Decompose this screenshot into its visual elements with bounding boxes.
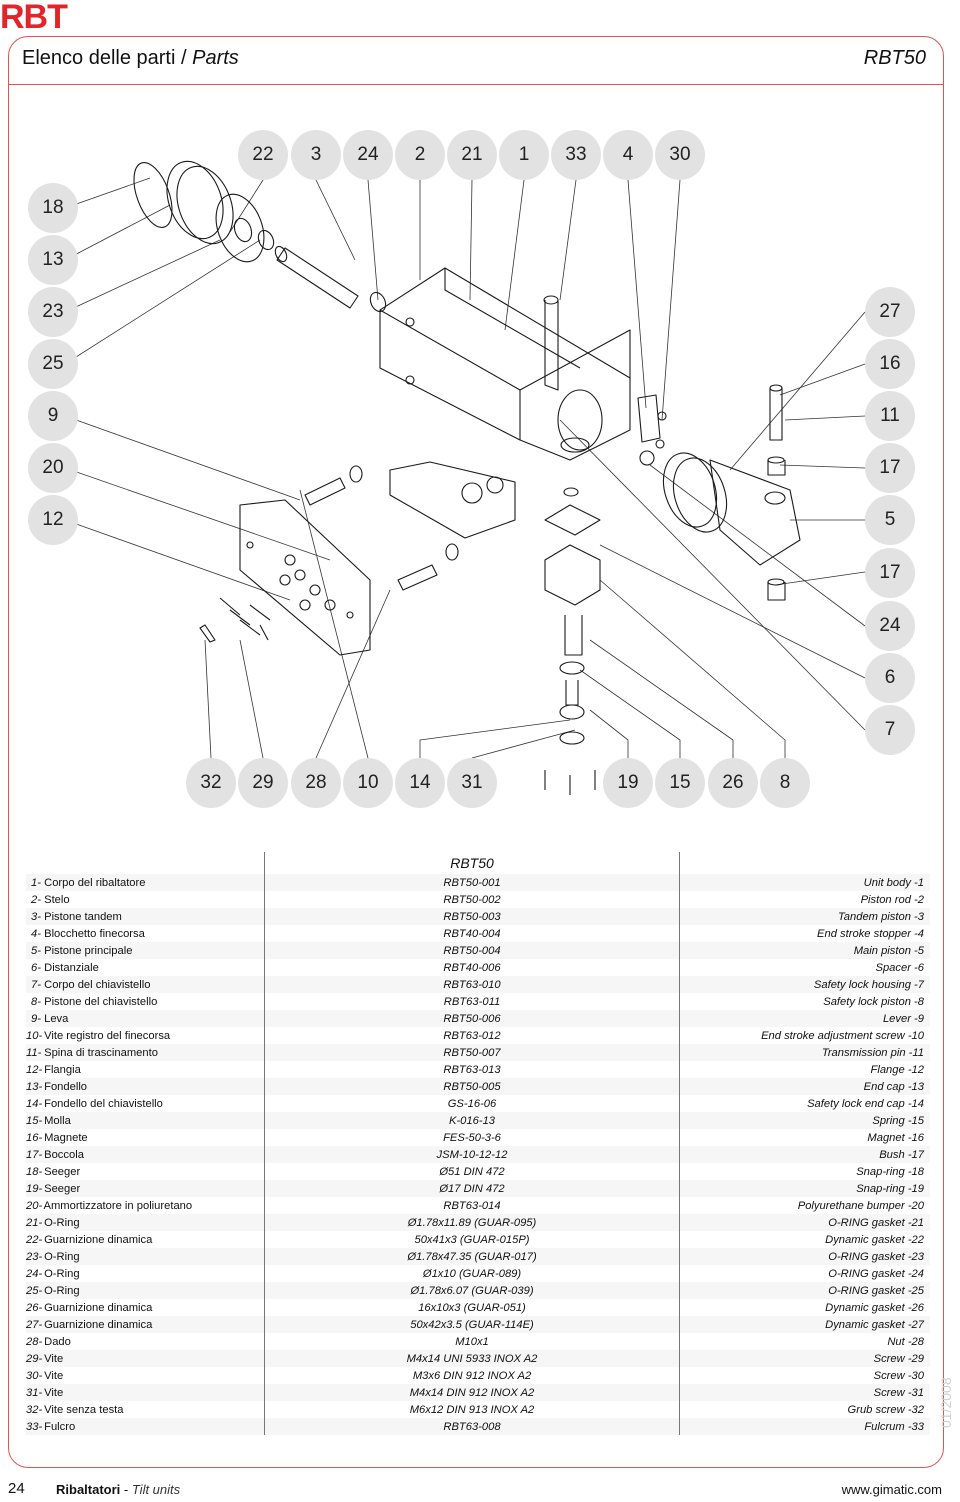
part-name-it: Guarnizione dinamica bbox=[44, 1318, 153, 1331]
part-name-italian bbox=[26, 993, 265, 1010]
part-code: RBT63-011 bbox=[265, 993, 680, 1010]
part-code: RBT50-003 bbox=[265, 908, 680, 925]
part-code: RBT50-004 bbox=[265, 942, 680, 959]
part-number: 27- bbox=[26, 1318, 43, 1331]
part-name-it: Fulcro bbox=[44, 1420, 76, 1433]
part-code: Ø1x10 (GUAR-089) bbox=[265, 1265, 680, 1282]
table-row bbox=[26, 1333, 930, 1350]
part-name-italian bbox=[26, 908, 265, 925]
part-name-italian bbox=[26, 1350, 265, 1367]
piston-rod-2 bbox=[255, 228, 388, 314]
table-row bbox=[26, 1180, 930, 1197]
part-name-english: Safety lock piston -8 bbox=[823, 995, 924, 1008]
part-name-english: Fulcrum -33 bbox=[680, 1418, 931, 1435]
callout-bubble: 12 bbox=[28, 495, 78, 545]
part-number: 15- bbox=[26, 1114, 43, 1127]
part-name-italian bbox=[26, 874, 265, 891]
callout-bubble: 3 bbox=[291, 130, 341, 180]
part-number: 16- bbox=[26, 1131, 43, 1144]
part-code: 16x10x3 (GUAR-051) bbox=[265, 1299, 680, 1316]
table-row bbox=[26, 1299, 930, 1316]
part-name-italian bbox=[26, 1214, 265, 1231]
part-number: 19- bbox=[26, 1182, 43, 1195]
footer-section bbox=[56, 1482, 180, 1497]
callout-bubble: 31 bbox=[447, 758, 497, 808]
part-name-it: Pistone del chiavistello bbox=[44, 995, 158, 1008]
edition-date: 01/2008 bbox=[938, 1377, 954, 1428]
part-code: Ø51 DIN 472 bbox=[265, 1163, 680, 1180]
part-name-it: O-Ring bbox=[44, 1216, 80, 1229]
callout-bubble: 11 bbox=[865, 391, 915, 441]
callout-bubble: 5 bbox=[865, 495, 915, 545]
table-row bbox=[26, 1078, 930, 1095]
part-code: RBT63-008 bbox=[265, 1418, 680, 1435]
part-name-english: Dynamic gasket -26 bbox=[825, 1301, 924, 1314]
callout-bubble: 24 bbox=[343, 130, 393, 180]
part-name-english: Screw -29 bbox=[680, 1350, 931, 1367]
model-heading: RBT50 bbox=[265, 852, 680, 874]
part-name-italian bbox=[26, 1163, 265, 1180]
part-number: 2- bbox=[31, 893, 41, 906]
part-number: 28- bbox=[26, 1335, 43, 1348]
main-piston-5 bbox=[654, 446, 800, 565]
end-stroke-stopper-4 bbox=[638, 395, 666, 465]
callout-bubble: 15 bbox=[655, 758, 705, 808]
part-number: 6- bbox=[31, 961, 41, 974]
part-name-english: Spring -15 bbox=[680, 1112, 931, 1129]
page-number: 24 bbox=[8, 1480, 25, 1497]
part-code: 50x42x3.5 (GUAR-114E) bbox=[265, 1316, 680, 1333]
part-code: RBT50-006 bbox=[265, 1010, 680, 1027]
part-name-italian bbox=[26, 1367, 265, 1384]
part-name-italian bbox=[26, 925, 265, 942]
part-name-english: Spacer -6 bbox=[875, 961, 924, 974]
part-name-it: Flangia bbox=[44, 1063, 81, 1076]
callout-bubble: 2 bbox=[395, 130, 445, 180]
part-name-italian bbox=[26, 891, 265, 908]
callout-bubble: 16 bbox=[865, 339, 915, 389]
part-name-it: Corpo del chiavistello bbox=[44, 978, 151, 991]
part-number: 20- bbox=[26, 1199, 43, 1212]
part-number: 21- bbox=[26, 1216, 43, 1229]
part-name-italian bbox=[26, 1316, 265, 1333]
part-code: RBT50-007 bbox=[265, 1044, 680, 1061]
part-name-english: Screw -30 bbox=[873, 1369, 924, 1382]
table-row bbox=[26, 1401, 930, 1418]
part-name-it: Dado bbox=[44, 1335, 71, 1348]
part-number: 13- bbox=[26, 1080, 43, 1093]
part-name-italian bbox=[26, 1129, 265, 1146]
part-code: M4x14 UNI 5933 INOX A2 bbox=[265, 1350, 680, 1367]
callout-bubble: 33 bbox=[551, 130, 601, 180]
table-row bbox=[26, 874, 930, 891]
part-name-english: Bush -17 bbox=[680, 1146, 931, 1163]
part-code: Ø17 DIN 472 bbox=[265, 1180, 680, 1197]
end-cap-13 bbox=[390, 462, 515, 538]
callout-bubble: 18 bbox=[28, 183, 78, 233]
part-name-it: O-Ring bbox=[44, 1250, 80, 1263]
flange-12 bbox=[240, 500, 370, 655]
part-name-it: O-Ring bbox=[44, 1267, 80, 1280]
part-name-it: Blocchetto finecorsa bbox=[44, 927, 145, 940]
part-name-it: Vite bbox=[44, 1369, 64, 1382]
part-name-english: Snap-ring -18 bbox=[856, 1165, 924, 1178]
part-name-english: Tandem piston -3 bbox=[680, 908, 931, 925]
callout-bubble: 29 bbox=[238, 758, 288, 808]
part-number: 17- bbox=[26, 1148, 43, 1161]
table-row bbox=[26, 1197, 930, 1214]
part-name-it: Fondello bbox=[44, 1080, 88, 1093]
part-code: M6x12 DIN 913 INOX A2 bbox=[265, 1401, 680, 1418]
part-name-it: Spina di trascinamento bbox=[44, 1046, 158, 1059]
part-number: 14- bbox=[26, 1097, 43, 1110]
part-name-english: Screw -31 bbox=[680, 1384, 931, 1401]
callout-bubble: 13 bbox=[28, 235, 78, 285]
part-code: RBT40-004 bbox=[265, 925, 680, 942]
table-row bbox=[26, 1231, 930, 1248]
part-name-it: Ammortizzatore in poliuretano bbox=[43, 1199, 193, 1212]
table-row bbox=[26, 1095, 930, 1112]
parts-table-header bbox=[26, 852, 930, 874]
table-row bbox=[26, 1129, 930, 1146]
part-name-italian bbox=[26, 1078, 265, 1095]
part-code: FES-50-3-6 bbox=[265, 1129, 680, 1146]
part-name-italian bbox=[26, 1061, 265, 1078]
part-name-italian bbox=[26, 1146, 265, 1163]
part-name-it: Vite bbox=[44, 1386, 64, 1399]
part-number: 31- bbox=[26, 1386, 43, 1399]
website-link[interactable]: www.gimatic.com bbox=[841, 1482, 942, 1497]
part-name-italian bbox=[26, 1180, 265, 1197]
callout-bubble: 8 bbox=[760, 758, 810, 808]
part-code: RBT63-010 bbox=[265, 976, 680, 993]
part-number: 23- bbox=[26, 1250, 43, 1263]
part-name-english: O-RING gasket -23 bbox=[680, 1248, 931, 1265]
part-name-it: Corpo del ribaltatore bbox=[44, 876, 146, 889]
table-row bbox=[26, 1282, 930, 1299]
callout-bubble: 24 bbox=[865, 601, 915, 651]
callout-bubble: 17 bbox=[865, 548, 915, 598]
table-row bbox=[26, 1384, 930, 1401]
callout-bubble: 7 bbox=[865, 705, 915, 755]
callout-bubble: 21 bbox=[447, 130, 497, 180]
part-name-english: Flange -12 bbox=[870, 1063, 924, 1076]
part-number: 8- bbox=[31, 995, 41, 1008]
part-name-english: End cap -13 bbox=[680, 1078, 931, 1095]
part-name-italian bbox=[26, 1384, 265, 1401]
part-name-english: Main piston -5 bbox=[680, 942, 931, 959]
table-row bbox=[26, 1027, 930, 1044]
part-code: JSM-10-12-12 bbox=[265, 1146, 680, 1163]
table-row bbox=[26, 891, 930, 908]
part-number: 4- bbox=[31, 927, 41, 940]
table-row bbox=[26, 1214, 930, 1231]
part-name-it: Pistone principale bbox=[44, 944, 133, 957]
table-row bbox=[26, 1061, 930, 1078]
part-name-english: Safety lock end cap -14 bbox=[807, 1097, 924, 1110]
table-row bbox=[26, 993, 930, 1010]
part-code: RBT63-013 bbox=[265, 1061, 680, 1078]
callout-bubble: 17 bbox=[865, 443, 915, 493]
part-name-it: Distanziale bbox=[44, 961, 99, 974]
part-code: GS-16-06 bbox=[265, 1095, 680, 1112]
part-name-english: Unit body -1 bbox=[680, 874, 931, 891]
part-code: RBT50-002 bbox=[265, 891, 680, 908]
part-name-it: Magnete bbox=[44, 1131, 88, 1144]
footer-dash: - bbox=[120, 1482, 132, 1497]
callout-bubble: 20 bbox=[28, 443, 78, 493]
footer-section-en: Tilt units bbox=[131, 1482, 181, 1497]
part-number: 32- bbox=[26, 1403, 43, 1416]
table-row bbox=[26, 1163, 930, 1180]
callout-bubble: 27 bbox=[865, 287, 915, 337]
part-name-italian bbox=[26, 1112, 265, 1129]
table-row bbox=[26, 1248, 930, 1265]
part-code: Ø1.78x11.89 (GUAR-095) bbox=[265, 1214, 680, 1231]
part-code: RBT50-005 bbox=[265, 1078, 680, 1095]
part-number: 3- bbox=[31, 910, 41, 923]
part-name-english: O-RING gasket -25 bbox=[680, 1282, 931, 1299]
table-row bbox=[26, 1010, 930, 1027]
table-row bbox=[26, 959, 930, 976]
part-number: 12- bbox=[26, 1063, 43, 1076]
part-number: 1- bbox=[31, 876, 41, 889]
title-english: Parts bbox=[192, 47, 239, 69]
callout-bubble: 10 bbox=[343, 758, 393, 808]
brand-logo: RBT bbox=[0, 0, 67, 36]
part-name-italian bbox=[26, 1282, 265, 1299]
parts-table bbox=[26, 852, 930, 1435]
part-name-english: Dynamic gasket -22 bbox=[825, 1233, 924, 1246]
part-number: 30- bbox=[26, 1369, 43, 1382]
callout-bubble: 22 bbox=[238, 130, 288, 180]
part-name-english: Polyurethane bumper -20 bbox=[797, 1199, 924, 1212]
callout-bubble: 1 bbox=[499, 130, 549, 180]
part-code: RBT40-006 bbox=[265, 959, 680, 976]
table-row bbox=[26, 925, 930, 942]
part-name-it: Leva bbox=[44, 1012, 69, 1025]
table-row bbox=[26, 1146, 930, 1163]
part-name-english: Snap-ring -19 bbox=[680, 1180, 931, 1197]
callout-bubble: 25 bbox=[28, 339, 78, 389]
part-code: RBT50-001 bbox=[265, 874, 680, 891]
table-row bbox=[26, 1265, 930, 1282]
callout-bubble: 32 bbox=[186, 758, 236, 808]
table-row bbox=[26, 942, 930, 959]
part-name-italian bbox=[26, 1010, 265, 1027]
table-row bbox=[26, 976, 930, 993]
unit-body-1 bbox=[380, 268, 630, 460]
part-name-english: Grub screw -32 bbox=[847, 1403, 924, 1416]
table-row bbox=[26, 908, 930, 925]
part-number: 10- bbox=[26, 1029, 43, 1042]
part-number: 33- bbox=[26, 1420, 43, 1433]
part-name-it: Molla bbox=[44, 1114, 71, 1127]
part-number: 18- bbox=[26, 1165, 43, 1178]
part-name-italian bbox=[26, 959, 265, 976]
title-separator: / bbox=[181, 47, 187, 69]
part-name-italian bbox=[26, 1197, 265, 1214]
part-name-it: O-Ring bbox=[44, 1284, 80, 1297]
part-name-english: End stroke stopper -4 bbox=[817, 927, 924, 940]
part-name-italian bbox=[26, 1248, 265, 1265]
part-name-english: O-RING gasket -21 bbox=[680, 1214, 931, 1231]
part-name-it: Vite registro del finecorsa bbox=[44, 1029, 171, 1042]
part-number: 26- bbox=[26, 1301, 43, 1314]
leader-lines bbox=[65, 178, 865, 758]
part-number: 7- bbox=[31, 978, 41, 991]
callout-bubble: 23 bbox=[28, 287, 78, 337]
callout-bubble: 30 bbox=[655, 130, 705, 180]
header-model: RBT50 bbox=[863, 47, 926, 69]
part-name-english: O-RING gasket -24 bbox=[828, 1267, 924, 1280]
screws-and-nuts bbox=[200, 466, 458, 642]
part-name-it: Fondello del chiavistello bbox=[44, 1097, 163, 1110]
part-code: 50x41x3 (GUAR-015P) bbox=[265, 1231, 680, 1248]
part-code: M10x1 bbox=[265, 1333, 680, 1350]
part-name-italian bbox=[26, 1231, 265, 1248]
callout-bubble: 26 bbox=[708, 758, 758, 808]
part-code: K-016-13 bbox=[265, 1112, 680, 1129]
table-row bbox=[26, 1112, 930, 1129]
part-name-italian bbox=[26, 1333, 265, 1350]
part-name-english: End stroke adjustment screw -10 bbox=[761, 1029, 924, 1042]
part-name-english: Lever -9 bbox=[680, 1010, 931, 1027]
part-name-it: Boccola bbox=[44, 1148, 84, 1161]
part-code: Ø1.78x6.07 (GUAR-039) bbox=[265, 1282, 680, 1299]
part-code: M4x14 DIN 912 INOX A2 bbox=[265, 1384, 680, 1401]
part-name-english: Piston rod -2 bbox=[860, 893, 924, 906]
table-row bbox=[26, 1044, 930, 1061]
part-name-it: Stelo bbox=[44, 893, 70, 906]
part-name-it: Pistone tandem bbox=[44, 910, 122, 923]
part-code: M3x6 DIN 912 INOX A2 bbox=[265, 1367, 680, 1384]
part-number: 11- bbox=[26, 1046, 42, 1059]
part-name-italian bbox=[26, 1095, 265, 1112]
part-name-it: Seeger bbox=[44, 1182, 81, 1195]
part-number: 25- bbox=[26, 1284, 43, 1297]
footer-section-it: Ribaltatori bbox=[56, 1482, 121, 1497]
part-name-italian bbox=[26, 1027, 265, 1044]
part-name-italian bbox=[26, 976, 265, 993]
table-row bbox=[26, 1418, 930, 1435]
callout-bubble: 19 bbox=[603, 758, 653, 808]
part-name-italian bbox=[26, 942, 265, 959]
part-code: RBT63-014 bbox=[265, 1197, 680, 1214]
callout-bubble: 14 bbox=[395, 758, 445, 808]
part-code: Ø1.78x47.35 (GUAR-017) bbox=[265, 1248, 680, 1265]
part-name-it: Guarnizione dinamica bbox=[44, 1233, 153, 1246]
part-name-it: Vite bbox=[44, 1352, 64, 1365]
callout-bubble: 4 bbox=[603, 130, 653, 180]
part-name-it: Seeger bbox=[44, 1165, 81, 1178]
table-row bbox=[26, 1350, 930, 1367]
callout-bubble: 6 bbox=[865, 653, 915, 703]
part-name-it: Vite senza testa bbox=[44, 1403, 124, 1416]
part-name-italian bbox=[26, 1044, 265, 1061]
part-number: 5- bbox=[31, 944, 41, 957]
part-number: 9- bbox=[31, 1012, 41, 1025]
part-name-italian bbox=[26, 1401, 265, 1418]
part-name-english: Magnet -16 bbox=[867, 1131, 924, 1144]
callout-bubble: 28 bbox=[291, 758, 341, 808]
part-name-english: Safety lock housing -7 bbox=[680, 976, 931, 993]
snap-ring-18 bbox=[126, 158, 179, 233]
callout-bubble: 9 bbox=[28, 391, 78, 441]
table-row bbox=[26, 1367, 930, 1384]
part-name-english: Transmission pin -11 bbox=[680, 1044, 931, 1061]
part-number: 22- bbox=[26, 1233, 43, 1246]
part-name-italian bbox=[26, 1299, 265, 1316]
part-name-it: Guarnizione dinamica bbox=[44, 1301, 153, 1314]
part-number: 29- bbox=[26, 1352, 43, 1365]
table-row bbox=[26, 1316, 930, 1333]
part-name-italian bbox=[26, 1418, 265, 1435]
part-code: RBT63-012 bbox=[265, 1027, 680, 1044]
part-name-english: Dynamic gasket -27 bbox=[680, 1316, 931, 1333]
part-number: 24- bbox=[26, 1267, 43, 1280]
part-name-english: Nut -28 bbox=[887, 1335, 924, 1348]
part-name-italian bbox=[26, 1265, 265, 1282]
title-italian: Elenco delle parti bbox=[22, 47, 176, 69]
